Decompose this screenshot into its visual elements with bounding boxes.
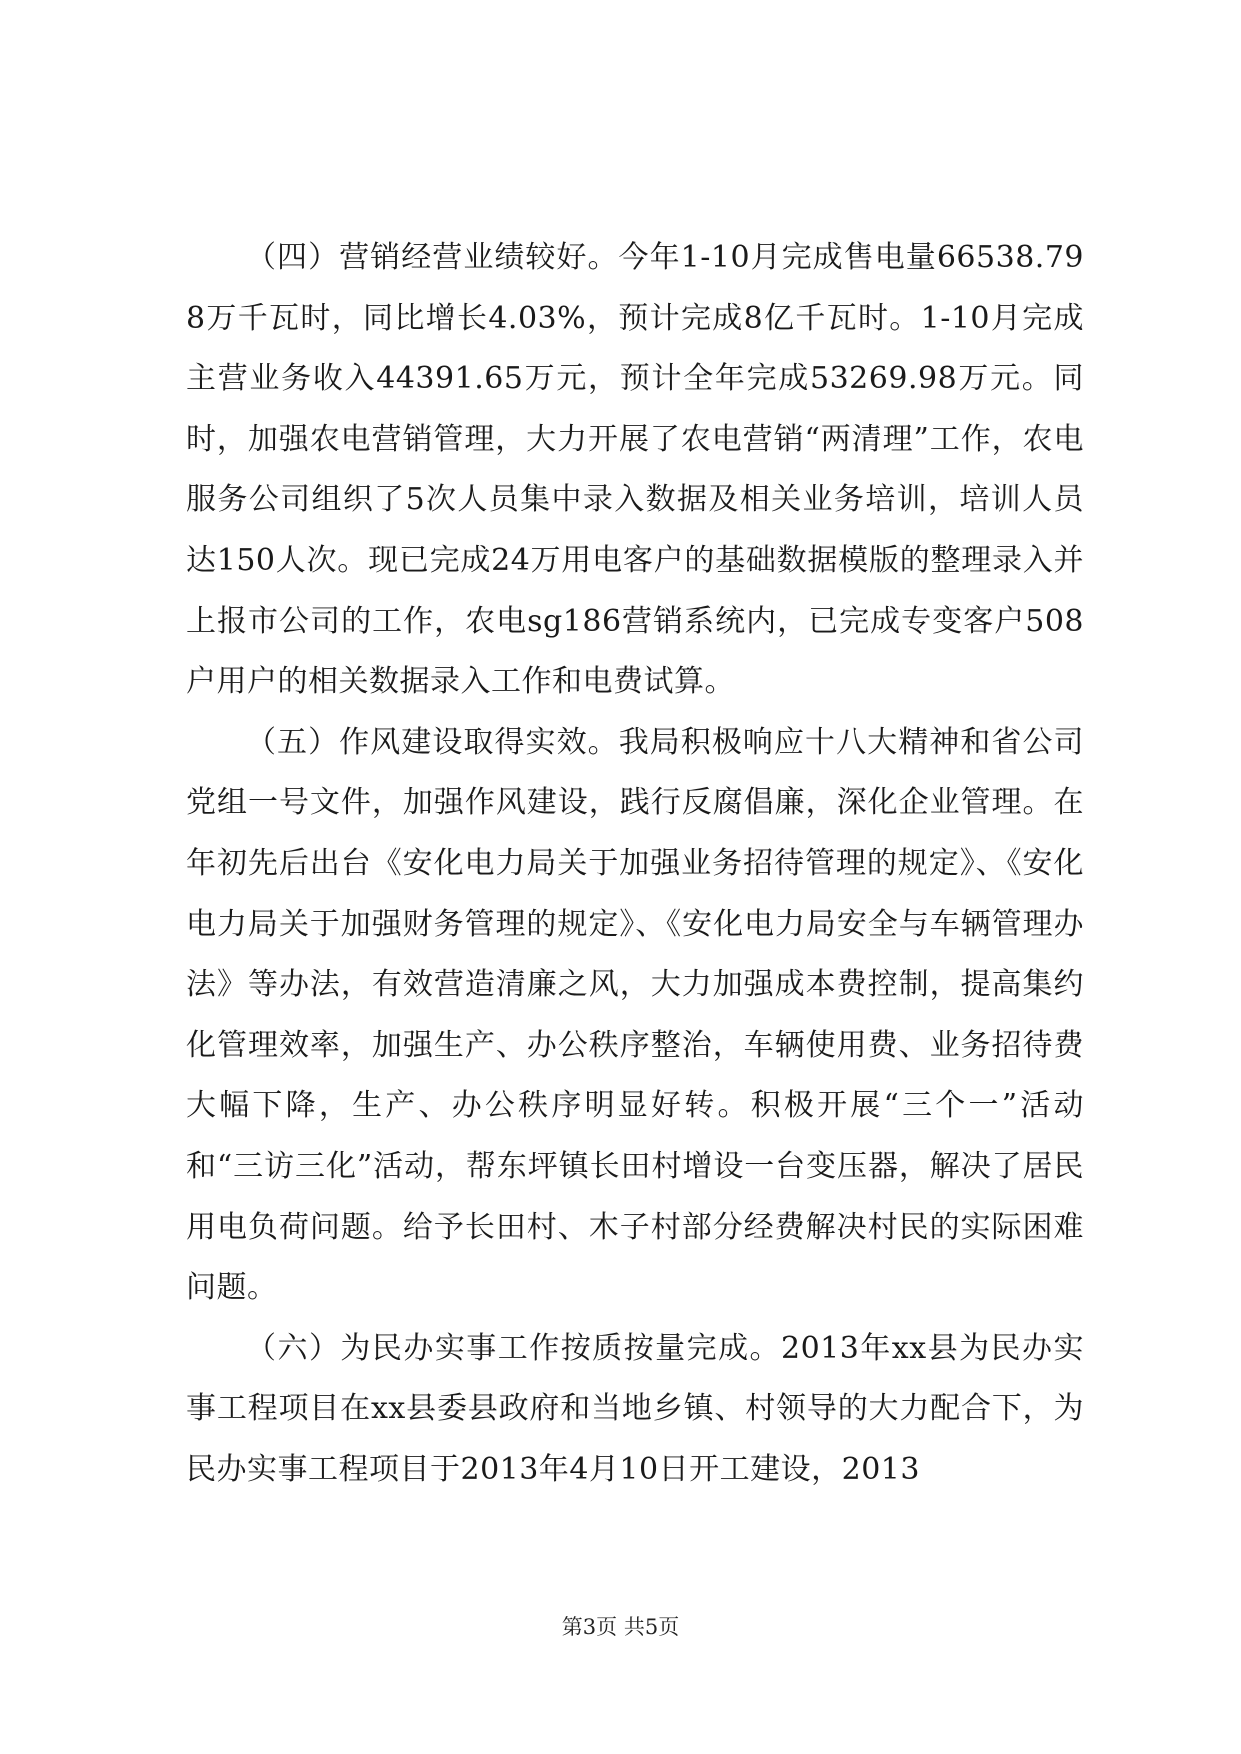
paragraph-marketing: （四）营销经营业绩较好。今年1-10月完成售电量66538.798万千瓦时，同比增长4.03%，预计完成8亿千瓦时。1-10月完成主营业务收入44391.65万元，预计全年完成53269.98万元。同时，加强农电营销管理，大力开展了农电营销“两清理”工作，农电服务公司组织了5次人员集中录入数据及相关业务培训，培训人员达150人次。现已完成24万用电客户的基础数据模版的整理录入并上报市公司的工作，农电sg186营销系统内，已完成专变客户508户用户的相关数据录入工作和电费试算。 xyxy=(186,240,1084,700)
page-footer xyxy=(0,1613,1241,1641)
paragraph-public-projects: （六）为民办实事工作按质按量完成。2013年xx县为民办实事工程项目在xx县委县政府和当地乡镇、村领导的大力配合下，为民办实事工程项目于2013年4月10日开工建设，2013 xyxy=(186,1330,1084,1487)
document-body xyxy=(186,228,1084,1500)
paragraph-work-style: （五）作风建设取得实效。我局积极响应十八大精神和省公司党组一号文件，加强作风建设，践行反腐倡廉，深化企业管理。在年初先后出台《安化电力局关于加强业务招待管理的规定》、《安化电力局关于加强财务管理的规定》、《安化电力局安全与车辆管理办法》等办法，有效营造清廉之风，大力加强成本费控制，提高集约化管理效率，加强生产、办公秩序整治，车辆使用费、业务招待费大幅下降，生产、办公秩序明显好转。积极开展“三个一”活动和“三访三化”活动，帮东坪镇长田村增设一台变压器，解决了居民用电负荷问题。给予长田村、木子村部分经费解决村民的实际困难问题。 xyxy=(186,724,1084,1306)
page-number: 第3页 共5页 xyxy=(561,1615,680,1639)
